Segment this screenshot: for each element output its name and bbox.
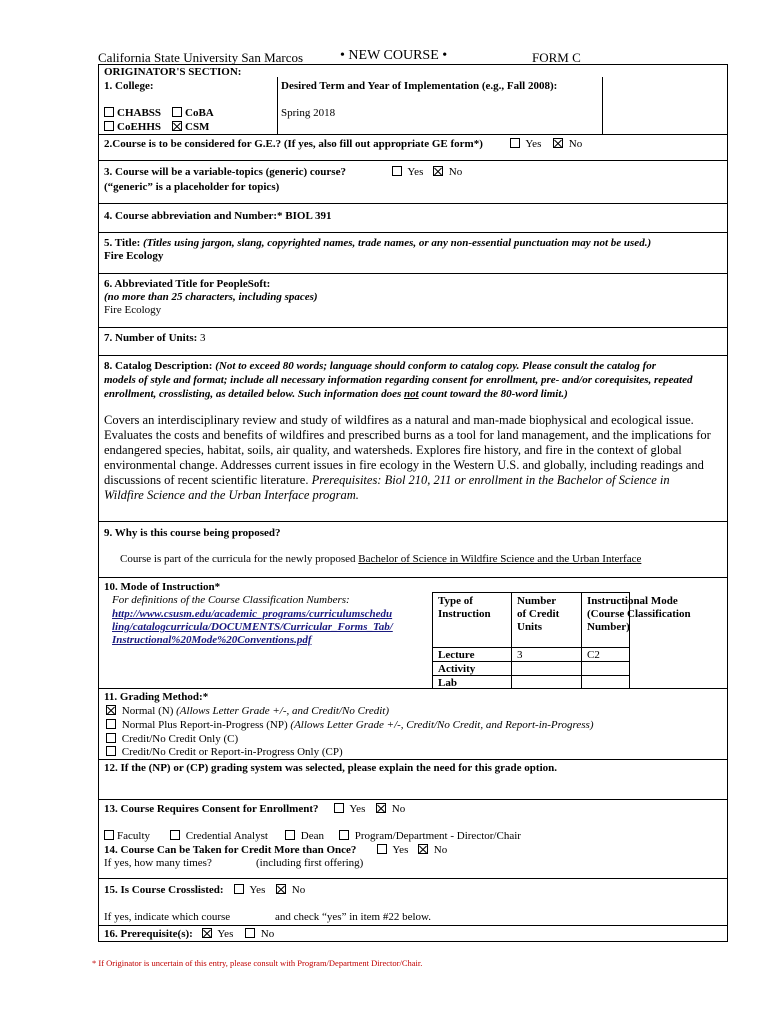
csm-checkbox[interactable] (172, 121, 182, 131)
q16-yes-checkbox[interactable] (202, 928, 212, 938)
q7-units: 7. Number of Units: 3 (104, 332, 206, 344)
grading-c-checkbox[interactable] (106, 733, 116, 743)
q2-no-option[interactable]: No (553, 138, 582, 150)
q3-no-checkbox[interactable] (433, 166, 443, 176)
q15-indicate-label: If yes, indicate which course (104, 911, 231, 923)
q15-yes-checkbox[interactable] (234, 884, 244, 894)
q6-abbrev-label: 6. Abbreviated Title for PeopleSoft: (104, 278, 271, 290)
college-divider (277, 77, 278, 134)
col-units-header: Number of Credit Units (517, 595, 560, 633)
consent-analyst-option[interactable]: Credential Analyst (170, 830, 268, 842)
desired-term-label: Desired Term and Year of Implementation (e.g., Fall 2008): (281, 80, 558, 92)
college-option-chabss[interactable]: CHABSS (104, 107, 161, 119)
row-type-activity: Activity (438, 663, 476, 675)
coba-checkbox[interactable] (172, 107, 182, 117)
originator-title: ORIGINATOR'S SECTION: (104, 66, 242, 78)
q10-definitions-note: For definitions of the Course Classification Numbers: (112, 594, 350, 606)
q15-yes-option[interactable]: Yes (234, 884, 265, 896)
grading-c-option[interactable]: Credit/No Credit Only (C) (106, 733, 238, 745)
q4-course-number: 4. Course abbreviation and Number:* BIOL 391 (104, 210, 332, 222)
q13-yes-option[interactable]: Yes (334, 803, 365, 815)
q15-crosslisted-question: 15. Is Course Crosslisted: (104, 884, 224, 896)
chabss-checkbox[interactable] (104, 107, 114, 117)
q6-abbrev-instruction: (no more than 25 characters, including spaces) (104, 291, 318, 303)
college-option-coehhs[interactable]: CoEHHS (104, 121, 161, 133)
col-mode-header: Instructional Mode (Course Classification Number) (587, 595, 691, 633)
q15-check-note: and check “yes” in item #22 below. (275, 911, 431, 923)
q11-grading-label: 11. Grading Method:* (104, 691, 209, 703)
q9-answer: Course is part of the curricula for the newly proposed Bachelor of Science in Wildfire Science and the Urban Interface (120, 553, 642, 565)
q2-ge-question: 2.Course is to be considered for G.E.? (If yes, also fill out appropriate GE form*) (104, 138, 483, 150)
q14-yes-checkbox[interactable] (377, 844, 387, 854)
q8-catalog-label: 8. Catalog Description: (Not to exceed 80 words; language should conform to catalog copy. Please consult the catalog for (104, 360, 657, 372)
q14-no-option[interactable]: No (418, 844, 447, 856)
grading-np-checkbox[interactable] (106, 719, 116, 729)
q10-definitions-link[interactable]: http://www.csusm.edu/academic_programs/curriculumschedu ling/catalogcurricula/DOCUMENTS/Curricular_Forms_Tab/ Instructional%20Mode%20Conventions.pdf (112, 608, 393, 646)
grading-cp-option[interactable]: Credit/No Credit or Report-in-Progress Only (CP) (106, 746, 343, 758)
q3-no-option[interactable]: No (433, 166, 462, 178)
q16-no-checkbox[interactable] (245, 928, 255, 938)
footer-note: * If Originator is uncertain of this entry, please consult with Program/Department Director/Chair. (92, 958, 423, 968)
analyst-checkbox[interactable] (170, 830, 180, 840)
q9-why-label: 9. Why is this course being proposed? (104, 527, 281, 539)
form-title: • NEW COURSE • (340, 48, 448, 63)
dean-checkbox[interactable] (285, 830, 295, 840)
form-id: FORM C (532, 50, 581, 65)
q3-note: (“generic” is a placeholder for topics) (104, 181, 280, 193)
q14-times-label: If yes, how many times? (104, 857, 212, 869)
q14-repeat-question: 14. Course Can be Taken for Credit More than Once? (104, 844, 357, 856)
q13-no-checkbox[interactable] (376, 803, 386, 813)
q14-no-checkbox[interactable] (418, 844, 428, 854)
university-name: California State University San Marcos (98, 50, 304, 65)
q8-instruction-2: models of style and format; include all necessary information regarding consent for enrollment, pre- and/or corequisites, repeated (104, 374, 693, 386)
grading-normal-checkbox[interactable] (106, 705, 116, 715)
q6-abbrev-value: Fire Ecology (104, 304, 162, 316)
grading-np-option[interactable]: Normal Plus Report-in-Progress (NP) (Allows Letter Grade +/-, Credit/No Credit, and Report-in-Progress) (106, 719, 594, 731)
chair-checkbox[interactable] (339, 830, 349, 840)
q8-catalog-description: Covers an interdisciplinary review and study of wildfires as a natural and man-made biophysical and ecological issue. Evaluates the costs and benefits of wildfires and prescribed burns as a tool for land management, and the implications for endangered species, habitat, soils, air quality, and watersheds. Explores fire history, and fire in the context of global environmental change. Addresses current issues in fire ecology in the Western U.S. and globally, including readings and discussions of recent scientific literature. Prerequisites: Biol 210, 211 or enrollment in the Bachelor of Science in Wildfire Science and the Urban Interface program. (104, 413, 711, 502)
college-label: 1. College: (104, 80, 154, 92)
q13-no-option[interactable]: No (376, 803, 405, 815)
q13-consent-question: 13. Course Requires Consent for Enrollment? (104, 803, 319, 815)
q2-yes-checkbox[interactable] (510, 138, 520, 148)
q5-title-label: 5. Title: (Titles using jargon, slang, copyrighted names, trade names, or any non-essential punctuation may not be used.) (104, 237, 652, 249)
row-mode-lecture: C2 (587, 649, 600, 661)
q2-no-checkbox[interactable] (553, 138, 563, 148)
q16-no-option[interactable]: No (245, 928, 274, 940)
q5-title-value: Fire Ecology (104, 250, 164, 262)
q15-no-option[interactable]: No (276, 884, 305, 896)
term-divider (602, 77, 603, 134)
q10-mode-label: 10. Mode of Instruction* (104, 581, 221, 593)
consent-chair-option[interactable]: Program/Department - Director/Chair (339, 830, 521, 842)
q3-yes-checkbox[interactable] (392, 166, 402, 176)
college-option-coba[interactable]: CoBA (172, 107, 214, 119)
q16-prereq-question: 16. Prerequisite(s): (104, 928, 193, 940)
q2-yes-option[interactable]: Yes (510, 138, 541, 150)
coehhs-checkbox[interactable] (104, 121, 114, 131)
q3-variable-topics-question: 3. Course will be a variable-topics (generic) course? (104, 166, 346, 178)
row-type-lecture: Lecture (438, 649, 475, 661)
q14-yes-option[interactable]: Yes (377, 844, 408, 856)
faculty-checkbox[interactable] (104, 830, 114, 840)
q13-yes-checkbox[interactable] (334, 803, 344, 813)
col-type-header: Type of Instruction (438, 595, 491, 620)
desired-term-value: Spring 2018 (281, 107, 336, 119)
q16-yes-option[interactable]: Yes (202, 928, 233, 940)
grading-normal-option[interactable]: Normal (N) (Allows Letter Grade +/-, and Credit/No Credit) (106, 705, 389, 717)
q3-yes-option[interactable]: Yes (392, 166, 423, 178)
q12-explain-label: 12. If the (NP) or (CP) grading system was selected, please explain the need for this grade option. (104, 762, 557, 774)
q14-times-note: (including first offering) (256, 857, 364, 869)
row-type-lab: Lab (438, 677, 457, 689)
q15-no-checkbox[interactable] (276, 884, 286, 894)
q8-instruction-3: enrollment, crosslisting, as detailed below. Such information does not count toward the 80-word limit.) (104, 388, 568, 400)
grading-cp-checkbox[interactable] (106, 746, 116, 756)
row-units-lecture: 3 (517, 649, 523, 661)
consent-faculty-option[interactable]: Faculty (104, 830, 150, 842)
consent-dean-option[interactable]: Dean (285, 830, 324, 842)
college-option-csm[interactable]: CSM (172, 121, 209, 133)
